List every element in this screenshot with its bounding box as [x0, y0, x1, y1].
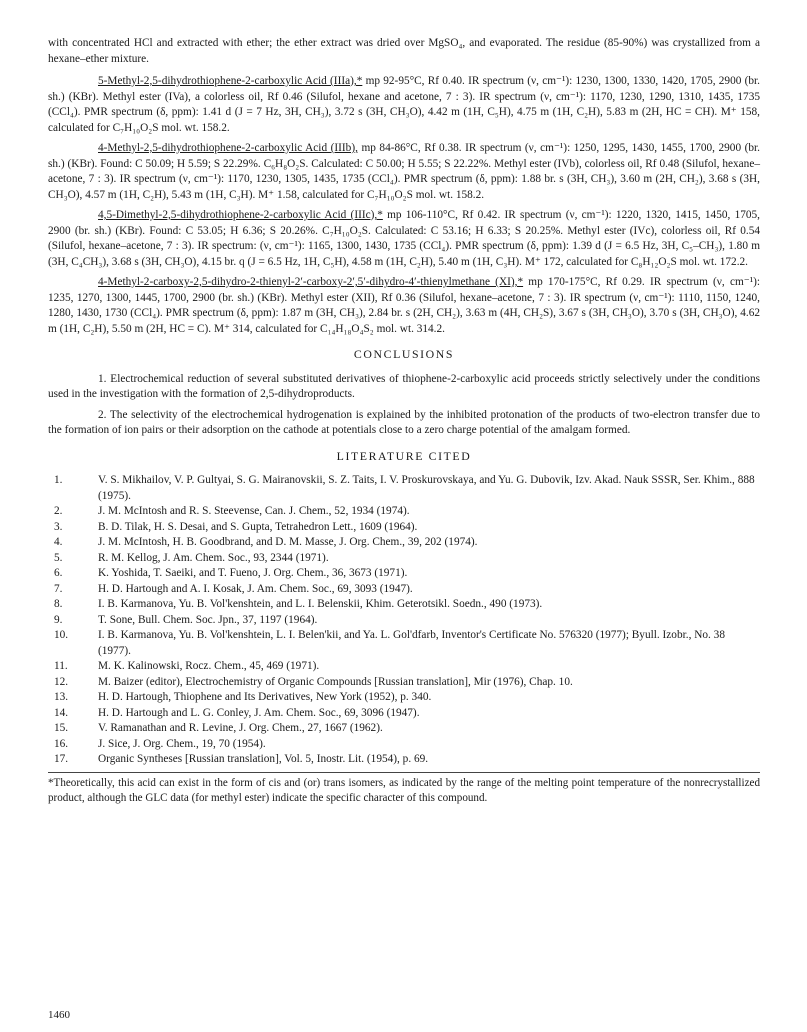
conclusion-item: 1. Electrochemical reduction of several substituted derivatives of thiophene-2-carboxylic acid proceeds strictly selectively under the conditions used in the investigation with the formation of 2,5-dihydroproducts.	[48, 372, 760, 400]
reference-number: 5.	[54, 551, 63, 564]
reference-text: J. M. McIntosh, H. B. Goodbrand, and D. M. Masse, J. Org. Chem., 39, 202 (1974).	[98, 536, 478, 548]
reference-item	[48, 675, 760, 691]
reference-number: 2.	[54, 505, 63, 517]
reference-number: 7.	[54, 582, 63, 595]
compound-name: 4,5-Dimethyl-2,5-dihydrothiophene-2-carboxylic Acid (IIIc),*	[98, 209, 383, 221]
compound-name: 4-Methyl-2-carboxy-2,5-dihydro-2-thienyl-2′-carboxy-2′,5′-dihydro-4′-thienylmethane (XI),*	[98, 276, 524, 288]
reference-text: V. Ramanathan and R. Levine, J. Org. Chem., 27, 1667 (1962).	[98, 722, 383, 734]
reference-number: 15.	[54, 722, 69, 734]
reference-number: 13.	[54, 691, 69, 703]
reference-text: I. B. Karmanova, Yu. B. Vol'kenshtein, L. I. Belen'kii, and Ya. L. Gol'dfarb, Inventor's Certificate No. 576320 (1977); Byull. Izobr., No. 38 (1977).	[98, 629, 725, 657]
reference-text: T. Sone, Bull. Chem. Soc. Jpn., 37, 1197 (1964).	[98, 613, 318, 626]
reference-number: 12.	[54, 675, 69, 688]
reference-text: Organic Syntheses [Russian translation], Vol. 5, Inostr. Lit. (1954), p. 69.	[98, 753, 429, 765]
compound-name: 4-Methyl-2,5-dihydrothiophene-2-carboxylic Acid (IIIb),	[98, 142, 358, 154]
compound-iiic-paragraph	[48, 208, 760, 270]
compound-details: mp 106-110°C, Rf 0.42. IR spectrum (ν, cm⁻¹): 1220, 1320, 1415, 1450, 1705, 2900 (br. sh.) (KBr). Found: C 53.05; H 6.36; S 20.26%. C₇H₁₀O₂S. Calculated: C 53.16; H 6.33; S 20.25%. Methyl ester (IVc), colorless oil, Rf 0.54 (Silufol, hexane–acetone, 7 : 3). IR spectrum: (ν, cm⁻¹): 1165, 1300, 1430, 1735 (CCl₄). PMR spectrum (δ, ppm): 1.39 d (J = 6.5 Hz, 3H, C₅–CH₃), 1.80 m (3H, C₄CH₃), 3.68 s (3H, CH₃O), 4.15 br. q (J = 6.5 Hz, 1H, C₅H), 4.58 m (1H, C₂H), 5.40 m (1H, C₃H). M⁺ 172, calculated for C₈H₁₂O₂S mol. wt. 172.2.	[48, 209, 760, 268]
reference-number: 3.	[54, 520, 63, 533]
reference-item	[48, 582, 760, 598]
reference-item	[48, 721, 760, 737]
reference-text: J. Sice, J. Org. Chem., 19, 70 (1954).	[98, 737, 266, 750]
compound-iiib-paragraph	[48, 141, 760, 203]
reference-number: 9.	[54, 613, 63, 626]
reference-item	[48, 752, 760, 768]
reference-text: H. D. Hartough and L. G. Conley, J. Am. Chem. Soc., 69, 3096 (1947).	[98, 706, 420, 719]
reference-text: H. D. Hartough, Thiophene and Its Derivatives, New York (1952), p. 340.	[98, 691, 432, 703]
reference-text: M. Baizer (editor), Electrochemistry of Organic Compounds [Russian translation], Mir (1976), Chap. 10.	[98, 675, 573, 688]
reference-item	[48, 597, 760, 613]
reference-text: B. D. Tilak, H. S. Desai, and S. Gupta, Tetrahedron Lett., 1609 (1964).	[98, 520, 418, 533]
conclusion-item: 2. The selectivity of the electrochemical hydrogenation is explained by the inhibited protonation of the products of two-electron transfer due to the formation of ion pairs or their adsorption on the cathode at potentials close to a zero charge potential of the amalgam formed.	[48, 408, 760, 436]
reference-list	[48, 473, 760, 768]
reference-text: I. B. Karmanova, Yu. B. Vol'kenshtein, and L. I. Belenskii, Khim. Geterotsikl. Soedn., 490 (1973).	[98, 598, 543, 610]
reference-item	[48, 737, 760, 753]
reference-item	[48, 613, 760, 629]
reference-item	[48, 690, 760, 706]
compound-details: mp 84-86°C, Rf 0.38. IR spectrum (ν, cm⁻¹): 1250, 1295, 1430, 1455, 1700, 2900 (br. sh.) (KBr). Found: C 50.09; H 5.59; S 22.29%. C₆H₈O₂S. Calculated: C 50.00; H 5.55; S 22.22%. Methyl ester (IVb), colorless oil, Rf 0.48 (Silufol, hexane–acetone, 7 : 3). IR spectrum (ν, cm⁻¹): 1170, 1230, 1305, 1435, 1735 (CCl₄). PMR spectrum (δ, ppm): 1.88 br. s (3H, CH₃), 3.60 m (2H, CH₂), 3.68 s (3H, CH₃O), 4.57 m (1H, C₂H), 5.43 m (1H, C₃H). M⁺ 1.58, calculated for C₇H₁₀O₂S mol. wt. 158.2.	[48, 142, 760, 201]
reference-item	[48, 566, 760, 582]
footnote-divider	[48, 772, 760, 773]
reference-item	[48, 504, 760, 520]
page-body	[48, 36, 760, 807]
reference-item	[48, 535, 760, 551]
reference-number: 11.	[54, 660, 68, 672]
intro-paragraph: with concentrated HCl and extracted with ether; the ether extract was dried over MgSO₄, and evaporated. The residue (85-90%) was crystallized from a hexane–ether mixture.	[48, 37, 760, 65]
compound-xi-paragraph	[48, 275, 760, 337]
reference-text: H. D. Hartough and A. I. Kosak, J. Am. Chem. Soc., 69, 3093 (1947).	[98, 582, 413, 595]
reference-text: M. K. Kalinowski, Rocz. Chem., 45, 469 (1971).	[98, 660, 320, 672]
compound-name: 5-Methyl-2,5-dihydrothiophene-2-carboxylic Acid (IIIa),*	[98, 75, 363, 87]
reference-item	[48, 628, 760, 659]
reference-number: 4.	[54, 536, 63, 548]
compound-iiia-paragraph	[48, 74, 760, 136]
reference-item	[48, 659, 760, 675]
conclusions-heading: CONCLUSIONS	[353, 347, 455, 361]
reference-text: V. S. Mikhailov, V. P. Gultyai, S. G. Mairanovskii, S. Z. Taits, I. V. Proskurovskaya, and Yu. G. Dubovik, Izv. Akad. Nauk SSSR, Ser. Khim., 888 (1975).	[98, 474, 755, 502]
reference-number: 16.	[54, 737, 69, 750]
reference-number: 14.	[54, 706, 69, 719]
reference-text: K. Yoshida, T. Saeiki, and T. Fueno, J. Org. Chem., 36, 3673 (1971).	[98, 567, 408, 579]
reference-number: 17.	[54, 753, 69, 765]
compound-details: mp 170-175°C, Rf 0.29. IR spectrum (ν, cm⁻¹): 1235, 1270, 1300, 1445, 1700, 2900 (br. sh.) (KBr). Methyl ester (XII), Rf 0.36 (Silufol, hexane–acetone, 7 : 3). IR spectrum (ν, cm⁻¹): 1110, 1150, 1240, 1280, 1430, 1730 (CCl₄). PMR spectrum (δ, ppm): 1.87 m (3H, CH₃), 2.84 br. s (2H, CH₂), 3.63 m (4H, CH₂S), 3.67 s (3H, CH₃O), 3.70 s (3H, CH₃O), 4.62 m (1H, C₂H), 5.50 m (2H, HC = C). M⁺ 314, calculated for C₁₄H₁₈O₄S₂ mol. wt. 314.2.	[48, 276, 760, 335]
reference-item	[48, 473, 760, 504]
reference-number: 1.	[54, 474, 63, 486]
reference-text: J. M. McIntosh and R. S. Steevense, Can. J. Chem., 52, 1934 (1974).	[98, 505, 410, 517]
reference-item	[48, 706, 760, 722]
page-number: 1460	[48, 1009, 70, 1021]
reference-number: 8.	[54, 598, 63, 610]
literature-heading: LITERATURE CITED	[336, 448, 472, 463]
reference-number: 6.	[54, 567, 63, 579]
reference-number: 10.	[54, 629, 69, 641]
reference-item	[48, 520, 760, 536]
compound-details: mp 92-95°C, Rf 0.40. IR spectrum (ν, cm⁻¹): 1230, 1300, 1330, 1420, 1705, 2900 (br. sh.) (KBr). Methyl ester (IVa), a colorless oil, Rf 0.46 (Silufol, hexane and acetone, 7 : 3). IR spectrum (ν, cm⁻¹): 1170, 1230, 1290, 1310, 1435, 1735 (CCl₄). PMR spectrum (δ, ppm): 1.41 d (J = 7 Hz, 3H, CH₃), 3.72 s (3H, CH₃O), 4.42 m (1H, C₅H), 4.75 m (1H, C₂H), 5.83 m (2H, HC = CH). M⁺ 158, calculated for C₇H₁₀O₂S mol. wt. 158.2.	[48, 75, 760, 134]
reference-text: R. M. Kellog, J. Am. Chem. Soc., 93, 2344 (1971).	[98, 551, 329, 564]
footnote: *Theoretically, this acid can exist in the form of cis and (or) trans isomers, as indicated by the range of the melting point temperature of the nonrecrystallized product, although the GLC data (for methyl ester) indicate the specific character of this compound.	[48, 776, 760, 804]
reference-item	[48, 551, 760, 567]
